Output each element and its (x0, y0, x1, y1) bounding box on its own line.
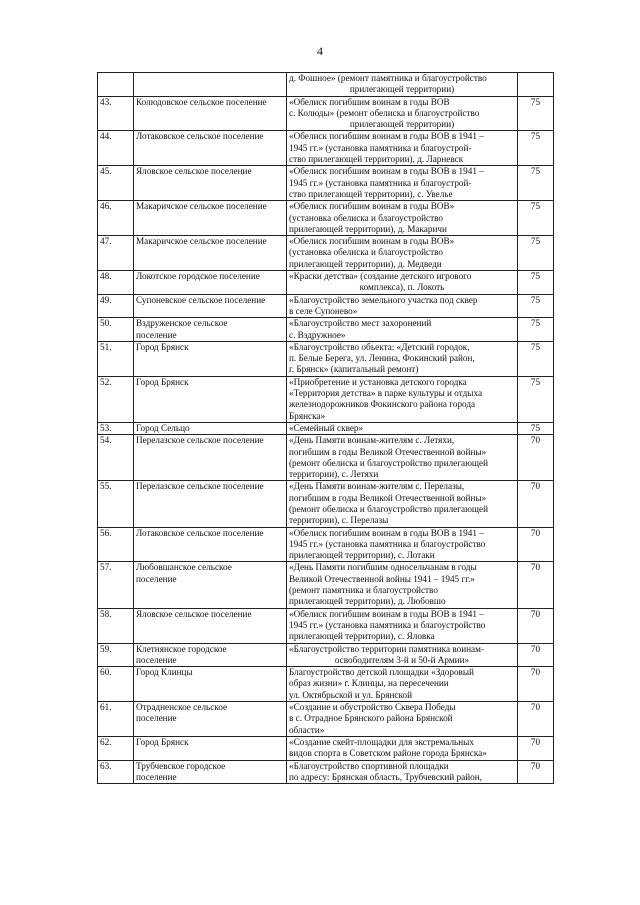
project-description-line: (установка обелиска и благоустройство (289, 212, 443, 223)
projects-table-body (98, 73, 554, 784)
settlement-name-line: Город Брянск (136, 736, 189, 747)
table-row (98, 376, 554, 422)
settlement-name (134, 318, 287, 342)
project-description-line: территории), с. Перелазы (289, 515, 389, 526)
settlement-name-line: поселение (136, 573, 177, 584)
grant-amount: 70 (518, 435, 554, 481)
project-description-line: (установка обелиска и благоустройство (289, 247, 443, 258)
grant-amount: 75 (518, 96, 554, 131)
project-description-line: (ремонт обелиска и благоустройство прилегающей (289, 457, 489, 468)
project-description-line: 1945 гг.» (установка памятника и благоустрой- (289, 142, 472, 153)
project-description-line: области» (289, 724, 325, 735)
settlement-name (134, 236, 287, 271)
project-description-line: прилегающей территории) (349, 84, 455, 95)
grant-amount: 75 (518, 422, 554, 434)
project-description-line: Благоустройство детской площадки «Здоровый (289, 667, 474, 678)
table-row (98, 294, 554, 318)
grant-amount: 70 (518, 562, 554, 608)
project-description (287, 166, 518, 201)
grant-amount: 75 (518, 201, 554, 236)
row-number: 58. (98, 608, 134, 643)
row-number: 54. (98, 435, 134, 481)
grant-amount: 70 (518, 643, 554, 667)
settlement-name-line: Отрадненское сельское (136, 702, 228, 713)
project-description (287, 608, 518, 643)
settlement-name-line: Макаричское сельское поселение (136, 236, 267, 247)
settlement-name-line: Супоневское сельское поселение (136, 294, 266, 305)
table-row (98, 166, 554, 201)
row-number: 47. (98, 236, 134, 271)
project-description-line: (ремонт обелиска и благоустройство прилегающей (289, 503, 489, 514)
settlement-name-line: Лотаковское сельское поселение (136, 527, 264, 538)
project-description-line: «Благоустройство мест захоронений (289, 318, 432, 329)
project-description-line: в с. Отрадное Брянского района Брянской (289, 713, 453, 724)
project-description (287, 131, 518, 166)
settlement-name-line: Локотское городское поселение (136, 271, 260, 282)
project-description (287, 73, 518, 97)
project-description-line: прилегающей территории), д. Медведи (289, 258, 442, 269)
project-description-line: освободителям 3-й и 50-й Армии» (334, 654, 470, 665)
table-row (98, 96, 554, 131)
project-description-line: «Благоустройство территории памятника воинам- (289, 643, 484, 654)
project-description-line: прилегающей территории) (349, 119, 455, 130)
table-row (98, 435, 554, 481)
project-description-line: прилегающей территории), д. Любовшо (289, 596, 446, 607)
page-number: 4 (317, 44, 323, 58)
row-number: 55. (98, 481, 134, 527)
row-number: 49. (98, 294, 134, 318)
settlement-name-line: Яловское сельское поселение (136, 166, 252, 177)
settlement-name-line: Город Брянск (136, 341, 189, 352)
settlement-name-line: Лотаковское сельское поселение (136, 131, 264, 142)
project-description-line: «Приобретение и установка детского городка (289, 376, 467, 387)
project-description-line: «Краски детства» (создание детского игрового (289, 271, 472, 282)
row-number: 48. (98, 271, 134, 295)
table-row (98, 736, 554, 760)
project-description-line: «Обелиск погибшим воинам в годы ВОВ в 1941 – (289, 166, 484, 177)
project-description-line: по адресу: Брянская область, Трубчевский район, (289, 771, 482, 782)
project-description-line: «Обелиск погибшим воинам в годы ВОВ» (289, 236, 455, 247)
project-description (287, 236, 518, 271)
project-description-line: д. Фошное» (ремонт памятника и благоустройство (289, 73, 487, 83)
settlement-name (134, 562, 287, 608)
settlement-name-line: Вздруженское сельское (136, 318, 228, 329)
projects-table (97, 72, 554, 784)
settlement-name-line: Перелазское сельское поселение (136, 481, 264, 492)
row-number: 61. (98, 702, 134, 737)
project-description-line: «Территория детства» в парке культуры и отдыха (289, 388, 483, 399)
project-description-line: прилегающей территории), д. Макаричи (289, 223, 447, 234)
row-number: 53. (98, 422, 134, 434)
project-description-line: «Обелиск погибшим воинам в годы ВОВ в 1941 – (289, 608, 484, 619)
table-row (98, 702, 554, 737)
project-description-line: в селе Супонево» (289, 305, 358, 316)
grant-amount: 75 (518, 341, 554, 376)
project-description-line: ство прилегающей территории), д. Ларневск (289, 154, 464, 165)
settlement-name-line: Перелазское сельское поселение (136, 435, 264, 446)
settlement-name-line: Колюдовское сельское поселение (136, 96, 267, 107)
project-description-line: 1945 гг.» (установка памятника и благоустройство (289, 538, 486, 549)
project-description-line: комплекса), п. Локоть (359, 282, 445, 293)
row-number: 46. (98, 201, 134, 236)
settlement-name-line: поселение (136, 713, 177, 724)
table-row (98, 201, 554, 236)
project-description-line: с. Вздружное» (289, 329, 346, 340)
settlement-name (134, 527, 287, 562)
row-number: 59. (98, 643, 134, 667)
settlement-name-line: поселение (136, 771, 177, 782)
table-row (98, 481, 554, 527)
settlement-name (134, 131, 287, 166)
project-description-line: погибшим в годы Великой Отечественной войны» (289, 446, 487, 457)
project-description-line: «Благоустройство объекта: «Детский городок, (289, 341, 470, 352)
table-row (98, 527, 554, 562)
project-description (287, 527, 518, 562)
project-description-line: «Создание скейт-площадки для экстремальных (289, 736, 474, 747)
table-row (98, 760, 554, 784)
grant-amount: 70 (518, 608, 554, 643)
settlement-name (134, 608, 287, 643)
project-description (287, 667, 518, 702)
project-description (287, 422, 518, 434)
project-description (287, 96, 518, 131)
project-description-line: ство прилегающей территории), с. Увелье (289, 188, 453, 199)
grant-amount: 75 (518, 236, 554, 271)
project-description (287, 294, 518, 318)
grant-amount: 70 (518, 736, 554, 760)
project-description-line: «День Памяти воинам-жителям с. Летяхи, (289, 435, 455, 446)
grant-amount: 75 (518, 294, 554, 318)
project-description (287, 201, 518, 236)
project-description-line: Великой Отечественной войны 1941 – 1945 гг.» (289, 573, 475, 584)
settlement-name (134, 760, 287, 784)
row-number: 43. (98, 96, 134, 131)
table-row (98, 422, 554, 434)
grant-amount: 75 (518, 318, 554, 342)
settlement-name-line: Клетнянское городское (136, 643, 227, 654)
settlement-name (134, 376, 287, 422)
row-number: 51. (98, 341, 134, 376)
project-description-line: прилегающей территории), с. Лотаки (289, 550, 435, 561)
project-description-line: «Обелиск погибшим воинам в годы ВОВ» (289, 201, 455, 212)
row-number: 57. (98, 562, 134, 608)
project-description (287, 643, 518, 667)
table-row (98, 667, 554, 702)
grant-amount: 70 (518, 667, 554, 702)
table-row (98, 643, 554, 667)
settlement-name-line: Город Клинцы (136, 667, 193, 678)
table-row (98, 236, 554, 271)
row-number: 45. (98, 166, 134, 201)
project-description-line: «Создание и обустройство Сквера Победы (289, 702, 456, 713)
project-description (287, 376, 518, 422)
project-description-line: прилегающей территории), с. Яловка (289, 631, 435, 642)
project-description (287, 435, 518, 481)
settlement-name (134, 341, 287, 376)
grant-amount: 75 (518, 271, 554, 295)
settlement-name (134, 481, 287, 527)
project-description-line: Брянска» (289, 410, 326, 421)
grant-amount: 70 (518, 527, 554, 562)
settlement-name (134, 96, 287, 131)
row-number: 63. (98, 760, 134, 784)
project-description-line: «Обелиск погибшим воинам в годы ВОВ (289, 96, 450, 107)
settlement-name (134, 643, 287, 667)
project-description-line: территории), с. Летяхи (289, 469, 379, 480)
project-description-line: погибшим в годы Великой Отечественной войны» (289, 492, 487, 503)
project-description (287, 562, 518, 608)
project-description-line: п. Белые Берега, ул. Ленина, Фокинский район, (289, 353, 475, 364)
grant-amount: 75 (518, 376, 554, 422)
settlement-name (134, 422, 287, 434)
project-description-line: образ жизни» г. Клинцы, на пересечении (289, 678, 449, 689)
project-description-line: видов спорта в Советском районе города Брянска» (289, 748, 487, 759)
project-description-line: ул. Октябрьской и ул. Брянской (289, 689, 412, 700)
settlement-name-line: Город Сельцо (136, 422, 190, 433)
project-description-line: «Обелиск погибшим воинам в годы ВОВ в 1941 – (289, 527, 484, 538)
project-description-line: 1945 гг.» (установка памятника и благоустрой- (289, 177, 472, 188)
grant-amount: 75 (518, 166, 554, 201)
row-number: 62. (98, 736, 134, 760)
table-row (98, 318, 554, 342)
project-description (287, 736, 518, 760)
table-row (98, 271, 554, 295)
settlement-name (134, 702, 287, 737)
project-description (287, 760, 518, 784)
project-description-line: «День Памяти погибшим односельчанам в годы (289, 562, 477, 573)
table-row (98, 562, 554, 608)
project-description (287, 318, 518, 342)
project-description-line: «День Памяти воинам-жителям с. Перелазы, (289, 481, 465, 492)
row-number (98, 73, 134, 97)
settlement-name-line: поселение (136, 654, 177, 665)
project-description (287, 702, 518, 737)
project-description-line: 1945 гг.» (установка памятника и благоустройство (289, 619, 486, 630)
settlement-name-line: Яловское сельское поселение (136, 608, 252, 619)
project-description-line: железнодорожников Фокинского района города (289, 399, 476, 410)
project-description-line: г. Брянск» (капитальный ремонт) (289, 364, 419, 375)
settlement-name (134, 166, 287, 201)
grant-amount: 75 (518, 131, 554, 166)
table-row (98, 608, 554, 643)
settlement-name-line: поселение (136, 329, 177, 340)
row-number: 56. (98, 527, 134, 562)
grant-amount: 70 (518, 760, 554, 784)
project-description-line: «Семейный сквер» (289, 422, 364, 433)
project-description (287, 271, 518, 295)
table-row (98, 131, 554, 166)
row-number: 50. (98, 318, 134, 342)
project-description-line: (ремонт памятника и благоустройство (289, 585, 438, 596)
settlement-name-line: Трубчевское городское (136, 760, 226, 771)
project-description-line: «Благоустройство спортивной площадки (289, 760, 449, 771)
settlement-name-line: Любовшанское сельское (136, 562, 232, 573)
settlement-name (134, 435, 287, 481)
project-description-line: «Обелиск погибшим воинам в годы ВОВ в 1941 – (289, 131, 484, 142)
table-row (98, 341, 554, 376)
settlement-name (134, 736, 287, 760)
grant-amount: 70 (518, 481, 554, 527)
row-number: 44. (98, 131, 134, 166)
grant-amount: 70 (518, 702, 554, 737)
settlement-name (134, 667, 287, 702)
project-description (287, 481, 518, 527)
settlement-name-line: Город Брянск (136, 376, 189, 387)
settlement-name (134, 294, 287, 318)
grant-amount (518, 73, 554, 97)
project-description (287, 341, 518, 376)
row-number: 60. (98, 667, 134, 702)
settlement-name-line: Макаричское сельское поселение (136, 201, 267, 212)
settlement-name (134, 201, 287, 236)
row-number: 52. (98, 376, 134, 422)
project-description-line: «Благоустройство земельного участка под сквер (289, 294, 478, 305)
project-description-line: с. Колюды» (ремонт обелиска и благоустройство (289, 107, 480, 118)
table-row (98, 73, 554, 97)
settlement-name (134, 73, 287, 97)
settlement-name (134, 271, 287, 295)
